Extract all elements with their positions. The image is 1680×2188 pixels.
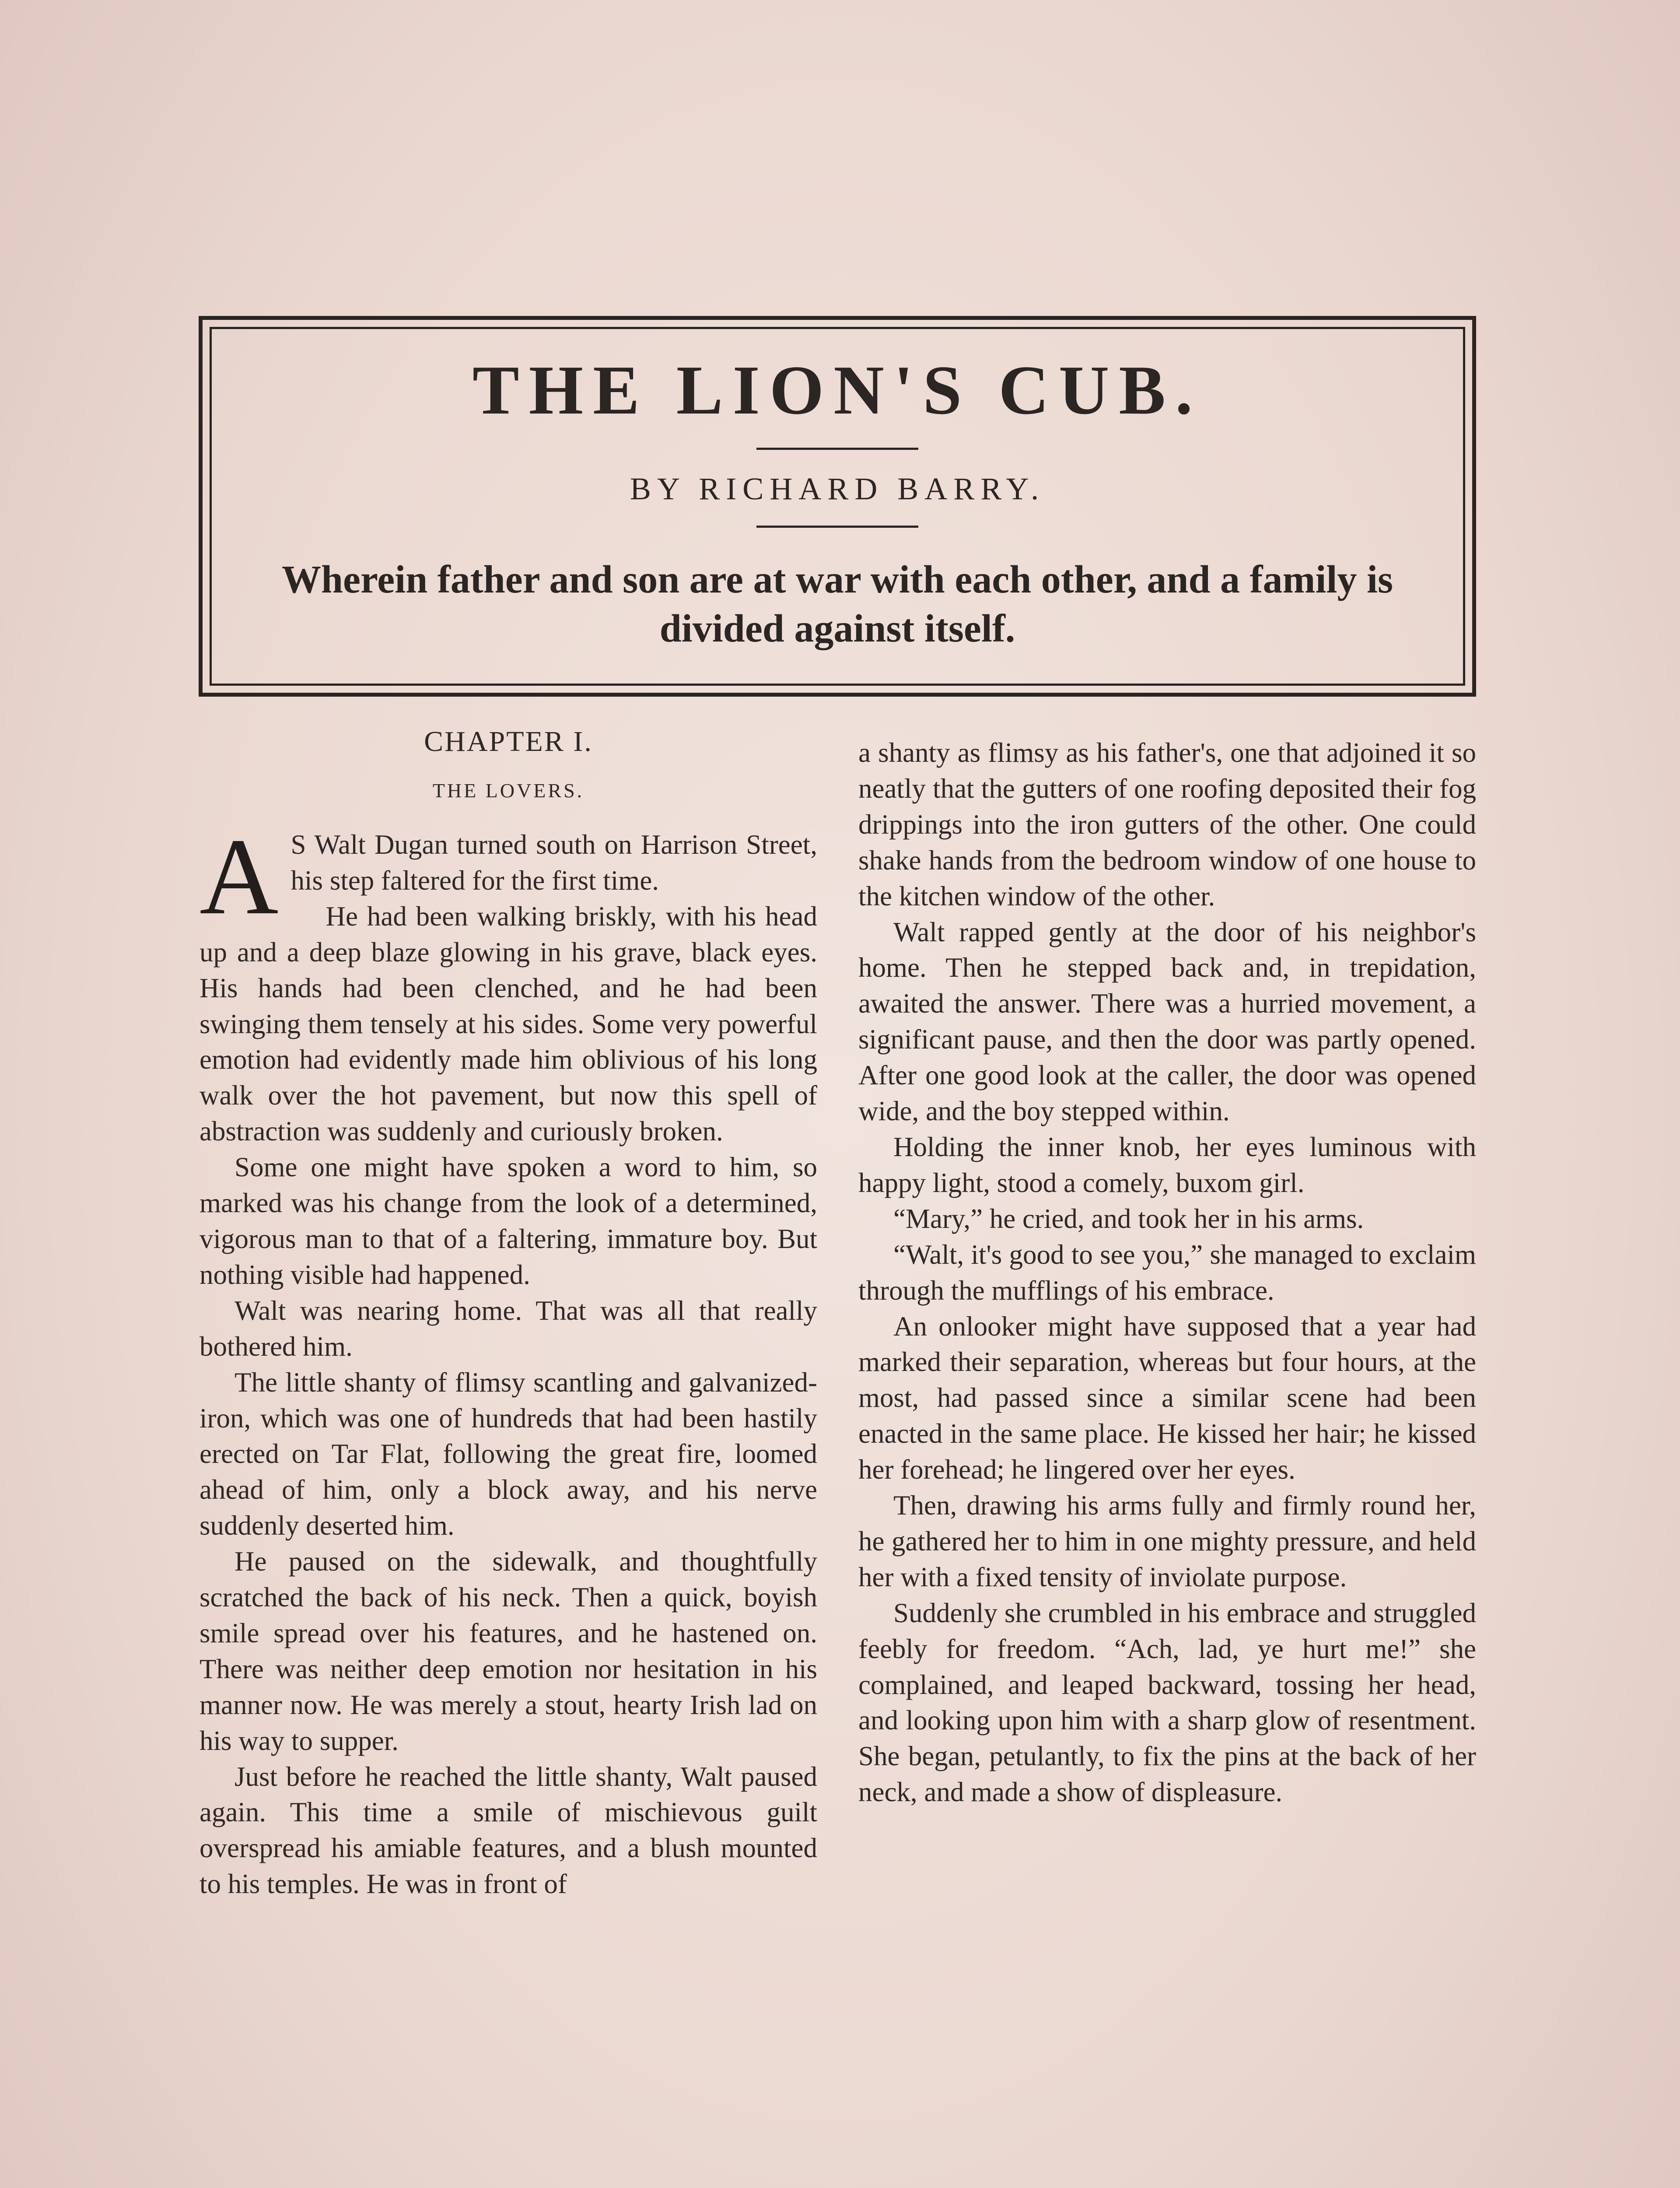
paragraph: Suddenly she crumbled in his embrace and struggled feebly for freedom. “Ach, lad, ye hurt me!” she complained, and leaped backward, tossing her head, and looking upon him with a sharp glow of resentment. She began, petulantly, to fix the pins at the back of her neck, and made a show of displeasure.	[858, 1597, 1476, 1808]
author-byline: BY RICHARD BARRY.	[630, 471, 1045, 506]
paragraph: “Walt, it's good to see you,” she managed to exclaim through the mufflings of his embrace.	[858, 1239, 1476, 1306]
paragraph: An onlooker might have supposed that a year had marked their separation, whereas but four hours, at the most, had passed since a similar scene had been enacted in the same place. He kissed her hair; he kissed her forehead; he lingered over her eyes.	[858, 1311, 1476, 1485]
paragraph: Just before he reached the little shanty, Walt paused again. This time a smile of mischievous guilt overspread his amiable features, and a blush mounted to his temples. He was in front of	[200, 1761, 817, 1900]
title-divider-top	[756, 448, 918, 450]
paragraph: “Mary,” he cried, and took her in his arms.	[893, 1203, 1364, 1234]
title-box	[199, 316, 1476, 697]
chapter-heading: CHAPTER I.	[424, 726, 593, 757]
paragraph: Walt was nearing home. That was all that really bothered him.	[200, 1295, 817, 1362]
title-divider-bottom	[756, 526, 918, 528]
drop-cap: A	[200, 816, 279, 937]
chapter-subtitle: THE LOVERS.	[432, 779, 584, 802]
paragraph: Then, drawing his arms fully and firmly round her, he gathered her to him in one mighty pressure, and held her with a fixed tensity of inviolate purpose.	[858, 1490, 1476, 1592]
paragraph: He had been walking briskly, with his head up and a deep blaze glowing in his grave, black eyes. His hands had been clenched, and he had been swinging them tensely at his sides. Some very powerful emotion had evidently made him oblivious of his long walk over the hot pavement, but now this spell of abstraction was suddenly and curiously broken.	[200, 901, 817, 1147]
paragraph: Some one might have spoken a word to him, so marked was his change from the look of a determined, vigorous man to that of a faltering, immature boy. But nothing visible had happened.	[200, 1152, 817, 1290]
paragraph: Holding the inner knob, her eyes luminous with happy light, stood a comely, buxom girl.	[858, 1131, 1476, 1198]
paragraph: a shanty as flimsy as his father's, one that adjoined it so neatly that the gutters of one roofing deposited their fog drippings into the iron gutters of the other. One could shake hands from the bedroom window of one house to the kitchen window of the other.	[858, 737, 1476, 912]
paragraph: The little shanty of flimsy scantling and galvanized-iron, which was one of hundreds that had been hastily erected on Tar Flat, following the great fire, loomed ahead of him, only a block away, and his nerve suddenly deserted him.	[200, 1367, 817, 1541]
story-title: THE LION'S CUB.	[472, 351, 1203, 429]
paragraph: He paused on the sidewalk, and thoughtfully scratched the back of his neck. Then a quick, boyish smile spread over his features, and he hastened on. There was neither deep emotion nor hesitation in his manner now. He was merely a stout, hearty Irish lad on his way to supper.	[200, 1546, 817, 1756]
paragraph-text: S Walt Dugan turned south on Harrison Street, his step faltered for the first time.	[290, 829, 817, 896]
story-subhead: Wherein father and son are at war with each other, and a family is divided against itself.	[281, 558, 1393, 650]
right-column	[858, 735, 1476, 1810]
paragraph: Walt rapped gently at the door of his neighbor's home. Then he stepped back and, in trepidation, awaited the answer. There was a hurried movement, a significant pause, and then the door was partly opened. After one good look at the caller, the door was opened wide, and the boy stepped within.	[858, 916, 1476, 1127]
paragraph	[200, 816, 817, 937]
left-column	[200, 722, 817, 1902]
